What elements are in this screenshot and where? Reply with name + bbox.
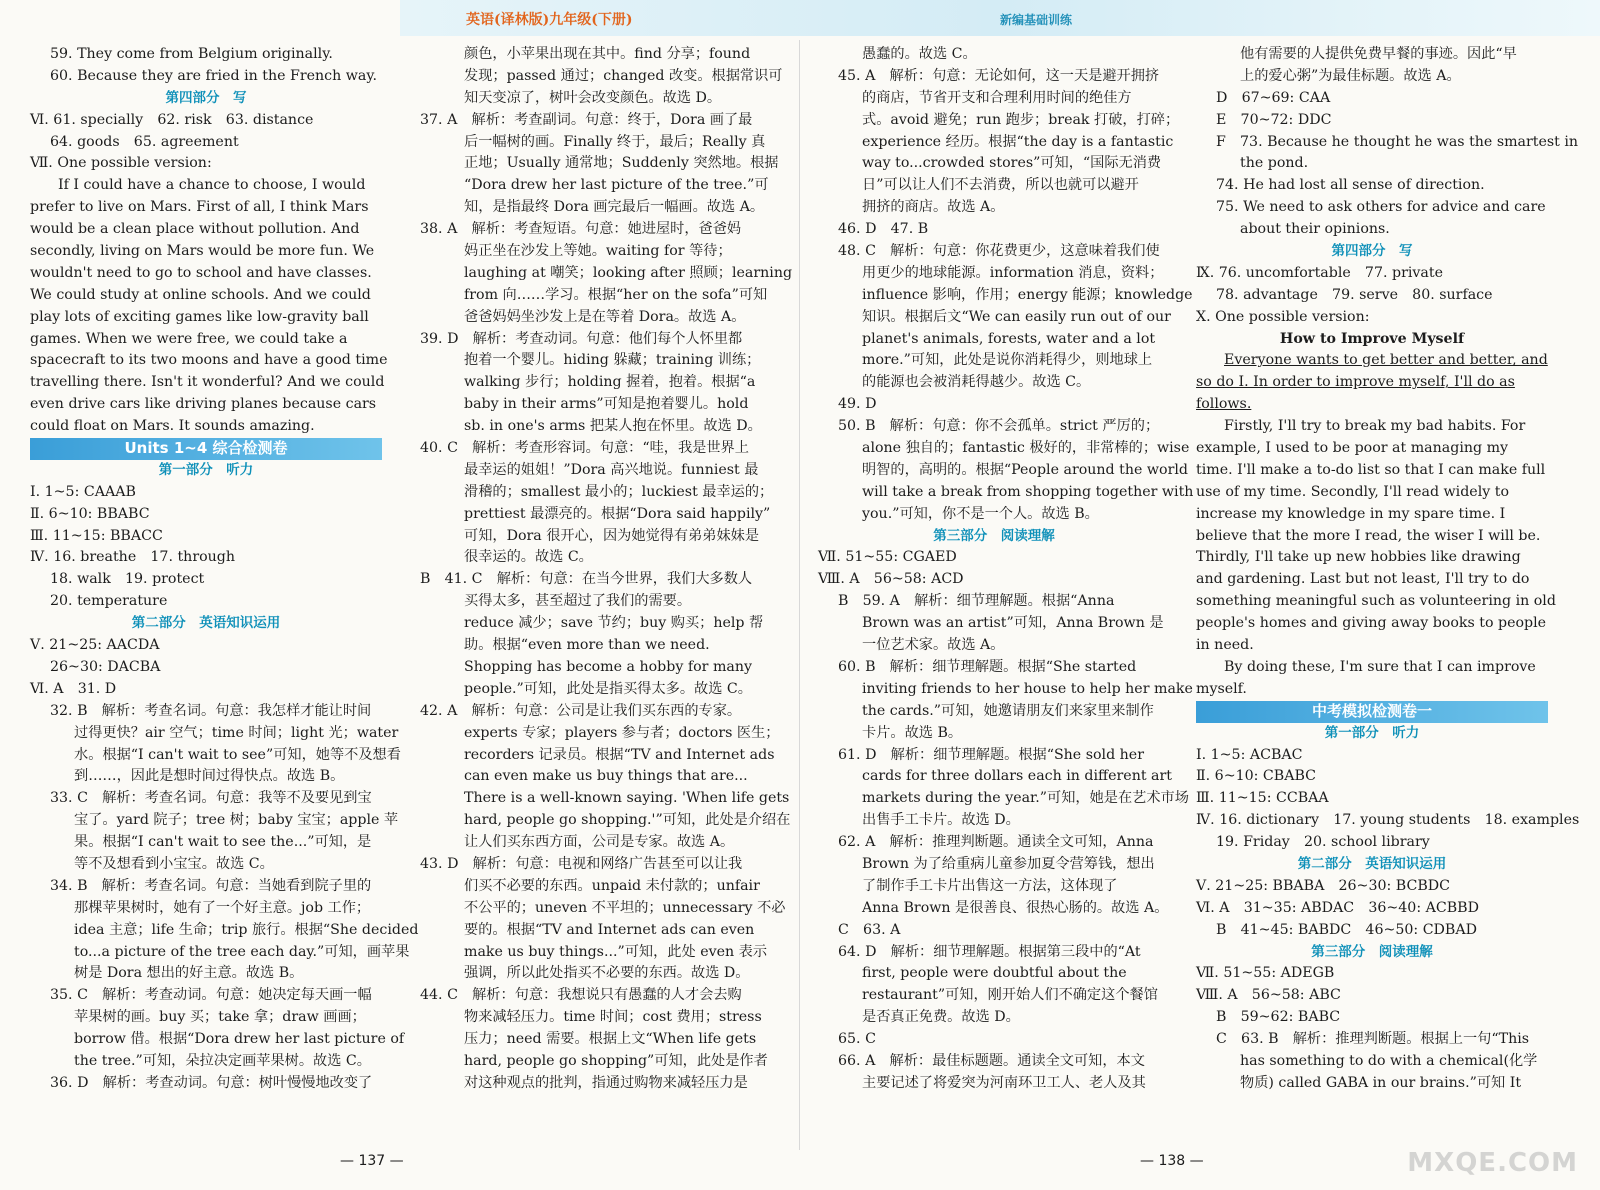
text-line: 助。根据“even more than we need. <box>464 637 710 654</box>
text-line: 妈正坐在沙发上等她。waiting for 等待； <box>464 243 732 260</box>
series-title: 新编基础训练 <box>1000 13 1073 27</box>
text-line: influence 影响，作用；energy 能源；knowledge <box>862 286 1193 303</box>
text-line: spacecraft to its two moons and have a good time <box>30 352 388 369</box>
text-line: 可知，Dora 很开心，因为她觉得有弟弟妹妹是 <box>464 527 760 544</box>
text-line: prettiest 最漂亮的。根据“Dora said happily” <box>464 505 771 522</box>
text-line: 日”可以让人们不去消费，所以也就可以避开 <box>862 177 1139 194</box>
text-line: 滑稽的；smallest 最小的；luckiest 最幸运的； <box>464 483 774 500</box>
text-line: Ⅷ. A 56~58: ABC <box>1196 987 1341 1004</box>
text-line: markets during the year.”可知，她是在艺术市场 <box>862 790 1189 807</box>
text-line: Ⅵ. A 31. D <box>30 680 117 697</box>
text-line: people.”可知，此处是指买得太多。故选 C。 <box>464 680 752 697</box>
text-line: 32. B 解析：考查名词。句意：我怎样才能让时间 <box>50 702 372 719</box>
text-line: 40. C 解析：考查形容词。句意：“哇，我是世界上 <box>420 440 749 457</box>
text-line: Ⅳ. 16. breathe 17. through <box>30 549 235 566</box>
text-line: 42. A 解析：句意：公司是让我们买东西的专家。 <box>420 702 742 719</box>
text-line: would be a clean place without pollution. And <box>30 221 360 238</box>
text-line: recorders 记录员。根据“TV and Internet ads <box>464 746 775 763</box>
text-line: B 41~45: BABDC 46~50: CDBAD <box>1216 921 1477 938</box>
text-line: 39. D 解析：考查动词。句意：他们每个人怀里都 <box>420 330 743 347</box>
text-line: 们买不必要的东西。unpaid 未付款的；unfair <box>464 877 760 894</box>
text-line: 49. D <box>838 396 877 413</box>
text-line: 苹果树的画。buy 买；take 拿；draw 画画； <box>74 1009 366 1026</box>
text-line: so do I. In order to improve myself, I'll do as <box>1196 374 1515 391</box>
text-line: 很幸运的。故选 C。 <box>464 549 593 566</box>
text-line: first, people were doubtful about the <box>862 965 1127 982</box>
text-line: 的能源也会被消耗得越少。故选 C。 <box>862 374 1091 391</box>
text-line: 48. C 解析：句意：你花费更少，这意味着我们使 <box>838 243 1160 260</box>
text-line: 物来减轻压力。time 时间；cost 费用；stress <box>464 1009 762 1026</box>
text-line: 正地；Usually 通常地；Suddenly 突然地。根据 <box>464 155 779 172</box>
text-line: Ⅶ. 51~55: ADEGB <box>1196 965 1335 982</box>
text-line: Ⅶ. One possible version: <box>30 155 212 172</box>
text-line: time. I'll make a to-do list so that I can make full <box>1196 461 1546 478</box>
text-line: example, I used to be poor at managing my <box>1196 440 1509 457</box>
text-line: will take a break from shopping together with <box>862 483 1194 500</box>
text-line: 压力；need 需要。根据上文“When life gets <box>464 1031 757 1048</box>
text-line: Ⅰ. 1~5: CAAAB <box>30 483 136 500</box>
text-line: the tree.”可知，朵拉决定画苹果树。故选 C。 <box>74 1052 371 1069</box>
text-line: in need. <box>1196 637 1254 654</box>
text-line: more.”可知，此处是说你消耗得少，则地球上 <box>862 352 1153 369</box>
text-line: 愚蠢的。故选 C。 <box>862 46 977 62</box>
text-line: F 73. Because he thought he was the smartest in <box>1216 133 1579 150</box>
text-line: 45. A 解析：句意：无论如何，这一天是避开拥挤 <box>838 67 1160 84</box>
text-line: 20. temperature <box>50 593 168 610</box>
text-line: 38. A 解析：考查短语。句意：她进屋时，爸爸妈 <box>420 221 742 238</box>
text-line: 78. advantage 79. serve 80. surface <box>1216 286 1493 303</box>
essay-title: How to Improve Myself <box>1279 330 1465 347</box>
text-line: Ⅶ. 51~55: CGAED <box>818 549 957 566</box>
text-line: Ⅱ. 6~10: BBABC <box>30 505 150 522</box>
section-heading: 第三部分 阅读理解 <box>1311 943 1433 960</box>
text-line: 知，是指最终 Dora 画完最后一幅画。故选 A。 <box>464 199 765 216</box>
text-line: 过得更快？air 空气；time 时间；light 光；water <box>74 724 399 741</box>
text-line: restaurant”可知，刚开始人们不确定这个餐馆 <box>862 987 1158 1004</box>
section-heading: 第三部分 阅读理解 <box>933 527 1055 544</box>
text-line: 59. They come from Belgium originally. <box>50 46 333 62</box>
text-line: 物质) called GABA in our brains.”可知 It <box>1240 1074 1522 1091</box>
text-line: 18. walk 19. protect <box>50 571 205 588</box>
text-line: 60. B 解析：细节理解题。根据“She started <box>838 658 1137 675</box>
text-line: 式。avoid 避免；run 跑步；break 打破，打碎； <box>862 111 1180 128</box>
text-line: reduce 减少；save 节约；buy 购买；help 帮 <box>464 615 764 632</box>
text-line: 明智的，高明的。根据“People around the world <box>862 461 1188 478</box>
text-line: Ⅳ. 16. dictionary 17. young students 18. examples <box>1196 812 1580 829</box>
column-4 <box>1196 44 1580 1095</box>
text-line: follows. <box>1196 396 1252 413</box>
text-line: 75. We need to ask others for advice and care <box>1216 199 1546 216</box>
text-line: 43. D 解析：句意：电视和网络广告甚至可以让我 <box>420 855 743 872</box>
text-line: 是否真正免费。故选 D。 <box>862 1009 1020 1026</box>
text-line: travelling there. Isn't it wonderful? And we could <box>30 374 385 391</box>
text-line: Ⅵ. A 31~35: ABDAC 36~40: ACBBD <box>1196 899 1479 916</box>
text-line: 34. B 解析：考查名词。句意：当她看到院子里的 <box>50 877 372 894</box>
text-line: 等不及想看到小宝宝。故选 C。 <box>74 855 274 872</box>
text-line: secondly, living on Mars would be more fun. We <box>30 243 375 260</box>
text-line: 买得太多，甚至超过了我们的需要。 <box>464 593 692 610</box>
text-line: way to...crowded stores”可知，“国际无消费 <box>862 155 1162 172</box>
text-line: By doing these, I'm sure that I can improve <box>1224 658 1536 675</box>
text-line: 那棵苹果树时，她有了一个好主意。job 工作； <box>74 899 371 916</box>
text-line: people's homes and giving away books to people <box>1196 615 1547 632</box>
column-3 <box>818 44 1194 1095</box>
text-line: 65. C <box>838 1031 876 1048</box>
text-line: prefer to live on Mars. First of all, I think Mars <box>30 199 369 216</box>
text-line: games. When we were free, we could take a <box>30 330 348 347</box>
text-line: Ⅲ. 11~15: BBACC <box>30 527 163 544</box>
text-line: 上的爱心粥”为最佳标题。故选 A。 <box>1240 67 1461 84</box>
page-divider <box>799 40 800 1150</box>
page-number-left: — 137 — <box>340 1153 404 1169</box>
text-line: alone 独自的；fantastic 极好的，非常棒的；wise <box>862 440 1190 457</box>
text-line: 他有需要的人提供免费早餐的事迹。因此“早 <box>1240 46 1517 62</box>
header-bar <box>400 0 1600 36</box>
text-line: 19. Friday 20. school library <box>1216 834 1430 851</box>
text-line: D 67~69: CAA <box>1216 89 1331 106</box>
text-line: experts 专家；players 参与者；doctors 医生； <box>464 724 780 741</box>
text-line: Firstly, I'll try to break my bad habits. For <box>1224 418 1526 435</box>
column-1 <box>30 44 419 1095</box>
text-line: 26~30: DACBA <box>50 658 161 675</box>
text-line: 64. goods 65. agreement <box>50 133 239 150</box>
text-line: 33. C 解析：考查名词。句意：我等不及要见到宝 <box>50 790 372 807</box>
text-line: even drive cars like driving planes because cars <box>30 396 377 413</box>
text-line: Brown was an artist”可知，Anna Brown 是 <box>862 615 1164 632</box>
text-line: Thirdly, I'll take up new hobbies like drawing <box>1196 549 1521 566</box>
text-line: 果。根据“I can't wait to see the...”可知，是 <box>74 834 372 851</box>
test-title-banner: Units 1~4 综合检测卷 <box>30 438 382 460</box>
text-line: C 63. A <box>838 921 901 938</box>
text-line: B 41. C 解析：句意：在当今世界，我们大多数人 <box>420 571 753 588</box>
text-line: use of my time. Secondly, I'll read widely to <box>1196 483 1510 500</box>
text-line: If I could have a chance to choose, I would <box>58 177 366 194</box>
text-line: something meaningful such as volunteering in old <box>1196 593 1556 610</box>
text-line: can even make us buy things that are... <box>464 768 748 785</box>
text-line: could float on Mars. It sounds amazing. <box>30 418 315 435</box>
text-line: 卡片。故选 B。 <box>862 724 963 741</box>
text-line: Anna Brown 是很善良、很热心肠的。故选 A。 <box>862 899 1169 916</box>
text-line: Ⅵ. 61. specially 62. risk 63. distance <box>30 111 314 128</box>
column-2 <box>420 44 793 1095</box>
text-line: about their opinions. <box>1240 221 1390 238</box>
text-line: believe that the more I read, the wiser I will be. <box>1196 527 1541 544</box>
text-line: 颜色，小苹果出现在其中。find 分享；found <box>464 46 751 62</box>
text-line: 发现；passed 通过；changed 改变。根据常识可 <box>464 67 783 84</box>
text-line: 宝了。yard 院子；tree 树；baby 宝宝；apple 苹 <box>74 812 399 829</box>
text-line: 60. Because they are fried in the French way. <box>50 67 378 84</box>
text-line: laughing at 嘲笑；looking after 照顾；learning <box>464 264 793 281</box>
watermark: MXQE.COM <box>1407 1148 1578 1178</box>
text-line: 了制作手工卡片出售这一方法，这体现了 <box>862 877 1118 894</box>
test-title-banner: 中考模拟检测卷一 <box>1196 701 1548 723</box>
text-line: There is a well-known saying. 'When life gets <box>464 790 790 807</box>
text-line: 拥挤的商店。故选 A。 <box>862 199 1005 216</box>
text-line: baby in their arms”可知是抱着婴儿。hold <box>464 396 749 413</box>
text-line: C 63. B 解析：推理判断题。根据上一句“This <box>1216 1031 1530 1048</box>
text-line: 64. D 解析：细节理解题。根据第三段中的“At <box>838 943 1141 960</box>
text-line: 最幸运的姐姐！”Dora 高兴地说。funniest 最 <box>464 461 759 478</box>
text-line: 一位艺术家。故选 A。 <box>862 637 1005 654</box>
text-line: 强调，所以此处指买不必要的东西。故选 D。 <box>464 965 750 982</box>
text-line: walking 步行；holding 握着，抱着。根据“a <box>464 374 756 391</box>
text-line: Ⅲ. 11~15: CCBAA <box>1196 790 1329 807</box>
text-line: from 向……学习。根据“her on the sofa”可知 <box>464 286 768 303</box>
text-line: experience 经历。根据“the day is a fantastic <box>862 133 1174 150</box>
text-line: idea 主意；life 生命；trip 旅行。根据“She decided <box>74 921 419 938</box>
text-line: 46. D 47. B <box>838 221 929 238</box>
text-line: 不公平的；uneven 不平坦的；unnecessary 不必 <box>464 899 786 916</box>
text-line: 知识。根据后文“We can easily run out of our <box>862 308 1171 325</box>
text-line: E 70~72: DDC <box>1216 111 1332 128</box>
text-line: Brown 为了给重病儿童参加夏令营筹钱，想出 <box>862 855 1155 872</box>
text-line: the cards.”可知，她邀请朋友们来家里来制作 <box>862 702 1154 719</box>
text-line: Shopping has become a hobby for many <box>464 658 753 675</box>
text-line: 主要记述了将爱突为河南环卫工人、老人及其 <box>862 1074 1146 1091</box>
text-line: increase my knowledge in my spare time. I <box>1196 505 1506 522</box>
text-line: has something to do with a chemical(化学 <box>1240 1052 1538 1069</box>
text-line: and gardening. Last but not least, I'll try to do <box>1196 571 1530 588</box>
text-line: to...a picture of the tree each day.”可知，画苹果 <box>74 943 410 960</box>
text-line: the pond. <box>1240 155 1309 172</box>
text-line: 74. He had lost all sense of direction. <box>1216 177 1485 194</box>
text-line: 出售手工卡片。故选 D。 <box>862 812 1020 829</box>
text-line: 35. C 解析：考查动词。句意：她决定每天画一幅 <box>50 987 372 1004</box>
text-line: you.”可知，你不是一个人。故选 B。 <box>862 505 1099 522</box>
text-line: 61. D 解析：细节理解题。根据“She sold her <box>838 746 1144 763</box>
text-line: cards for three dollars each in different art <box>862 768 1172 785</box>
text-line: Ⅴ. 21~25: BBABA 26~30: BCBDC <box>1196 877 1450 894</box>
text-line: inviting friends to her house to help her make <box>862 680 1193 697</box>
text-line: sb. in one's arms 把某人抱在怀里。故选 D。 <box>464 418 762 435</box>
section-heading: 第四部分 写 <box>165 89 247 106</box>
text-line: wouldn't need to go to school and have classes. <box>30 264 372 281</box>
text-line: 用更少的地球能源。information 消息，资料； <box>862 264 1164 281</box>
text-line: Everyone wants to get better and better, and <box>1224 352 1548 369</box>
text-line: myself. <box>1196 680 1247 697</box>
text-line: Ⅱ. 6~10: CBABC <box>1196 768 1316 785</box>
text-line: 66. A 解析：最佳标题题。通读全文可知，本文 <box>838 1052 1145 1069</box>
text-line: 44. C 解析：句意：我想说只有愚蠢的人才会去购 <box>420 987 742 1004</box>
text-line: 37. A 解析：考查副词。句意：终于，Dora 画了最 <box>420 111 753 128</box>
text-line: “Dora drew her last picture of the tree.”可 <box>464 177 769 194</box>
section-heading: 第一部分 听力 <box>158 461 254 478</box>
text-line: 让人们买东西方面，公司是专家。故选 A。 <box>464 834 735 851</box>
text-line: hard, people go shopping”可知，此处是作者 <box>464 1052 768 1069</box>
text-line: 水。根据“I can't wait to see”可知，她等不及想看 <box>74 746 401 763</box>
text-line: make us buy things...”可知，此处 even 表示 <box>464 943 768 960</box>
text-line: We could study at online schools. And we could <box>30 286 371 303</box>
text-line: 爸爸妈妈坐沙发上是在等着 Dora。故选 A。 <box>464 308 746 325</box>
text-line: 树是 Dora 想出的好主意。故选 B。 <box>74 965 304 982</box>
text-line: hard, people go shopping.'”可知，此处是介绍在 <box>464 812 791 829</box>
text-line: 的商店，节省开支和合理利用时间的绝佳方 <box>862 89 1132 106</box>
text-line: 后一幅树的画。Finally 终于，最后；Really 真 <box>464 133 766 150</box>
text-line: 到……，因此是想时间过得快点。故选 B。 <box>74 768 345 785</box>
text-line: Ⅹ. One possible version: <box>1196 308 1370 325</box>
text-line: borrow 借。根据“Dora drew her last picture of <box>74 1031 405 1048</box>
text-line: 对这种观点的批判，指通过购物来减轻压力是 <box>464 1074 748 1091</box>
text-line: B 59. A 解析：细节理解题。根据“Anna <box>838 593 1115 610</box>
text-line: Ⅴ. 21~25: AACDA <box>30 637 160 654</box>
text-line: 50. B 解析：句意：你不会孤单。strict 严厉的； <box>838 418 1160 435</box>
section-heading: 第二部分 英语知识运用 <box>1297 855 1447 872</box>
section-heading: 第一部分 听力 <box>1324 724 1420 741</box>
text-line: 36. D 解析：考查动词。句意：树叶慢慢地改变了 <box>50 1074 373 1091</box>
text-line: planet's animals, forests, water and a lot <box>862 330 1156 347</box>
text-line: 62. A 解析：推理判断题。通读全文可知，Anna <box>838 834 1154 851</box>
text-line: play lots of exciting games like low-gravity ball <box>30 308 369 325</box>
text-line: Ⅷ. A 56~58: ACD <box>818 571 964 588</box>
section-heading: 第四部分 写 <box>1331 243 1413 260</box>
text-line: Ⅸ. 76. uncomfortable 77. private <box>1196 264 1443 281</box>
text-line: 知天变凉了，树叶会改变颜色。故选 D。 <box>464 89 722 106</box>
text-line: Ⅰ. 1~5: ACBAC <box>1196 746 1303 763</box>
text-line: B 59~62: BABC <box>1216 1009 1341 1026</box>
book-title: 英语(译林版)九年级(下册) <box>466 12 633 28</box>
section-heading: 第二部分 英语知识运用 <box>131 615 281 632</box>
page-number-right: — 138 — <box>1140 1153 1204 1169</box>
text-line: 抱着一个婴儿。hiding 躲藏；training 训练； <box>464 352 761 369</box>
text-line: 要的。根据“TV and Internet ads can even <box>464 921 755 938</box>
